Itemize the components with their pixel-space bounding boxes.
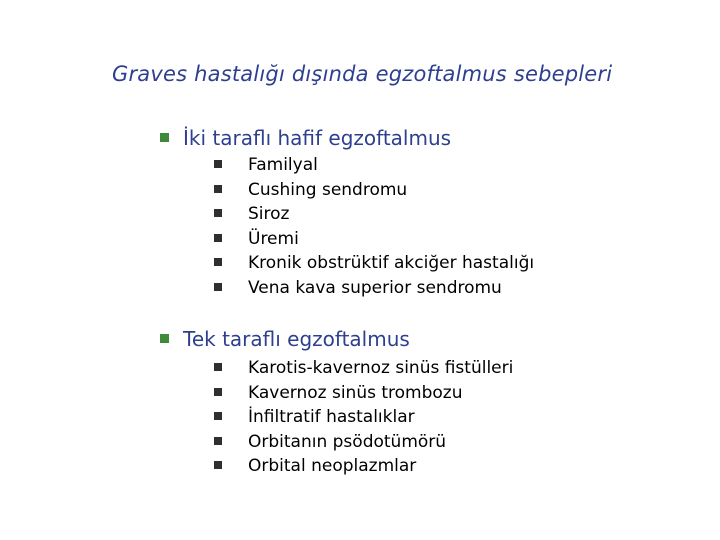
- list-item-text: Kavernoz sinüs trombozu: [248, 382, 463, 403]
- section-heading-text: İki taraflı hafif egzoftalmus: [183, 126, 452, 150]
- square-bullet-icon: [214, 258, 222, 266]
- list-item: [214, 202, 674, 227]
- list-item-text: Familyal: [248, 155, 318, 175]
- list-item-text: İnfiltratif hastalıklar: [248, 407, 415, 427]
- square-bullet-icon: [214, 209, 222, 217]
- list-item-text: Üremi: [248, 228, 299, 249]
- list-item-text: Orbital neoplazmlar: [248, 456, 417, 476]
- list-item-text: Karotis-kavernoz sinüs fistülleri: [248, 358, 514, 378]
- square-bullet-icon: [214, 388, 222, 396]
- list-item-text: Kronik obstrüktif akciğer hastalığı: [248, 253, 535, 273]
- section-heading-unilateral: [160, 327, 410, 351]
- list-item-text: Vena kava superior sendromu: [248, 277, 502, 298]
- list-item-text: Siroz: [248, 204, 290, 224]
- list-item: [214, 227, 674, 252]
- square-bullet-icon: [160, 133, 169, 142]
- list-item: [214, 178, 674, 203]
- list-item-text: Orbitanın psödotümörü: [248, 431, 447, 452]
- list-item: [214, 153, 674, 178]
- square-bullet-icon: [214, 234, 222, 242]
- list-item: [214, 381, 674, 406]
- list-item: [214, 430, 674, 455]
- list-item: [214, 276, 674, 301]
- square-bullet-icon: [214, 185, 222, 193]
- list-item-text: Cushing sendromu: [248, 179, 408, 200]
- square-bullet-icon: [214, 363, 222, 371]
- slide-title: Graves hastalığı dışında egzoftalmus sebepleri: [112, 62, 613, 86]
- section-heading-bilateral: [160, 126, 451, 150]
- square-bullet-icon: [214, 437, 222, 445]
- bilateral-causes-list: [214, 153, 674, 300]
- list-item: [214, 251, 674, 276]
- section-heading-text: Tek taraflı egzoftalmus: [183, 327, 410, 351]
- list-item: [214, 356, 674, 381]
- unilateral-causes-list: [214, 356, 674, 479]
- square-bullet-icon: [214, 412, 222, 420]
- square-bullet-icon: [160, 334, 169, 343]
- square-bullet-icon: [214, 461, 222, 469]
- list-item: [214, 405, 674, 430]
- list-item: [214, 454, 674, 479]
- square-bullet-icon: [214, 283, 222, 291]
- square-bullet-icon: [214, 160, 222, 168]
